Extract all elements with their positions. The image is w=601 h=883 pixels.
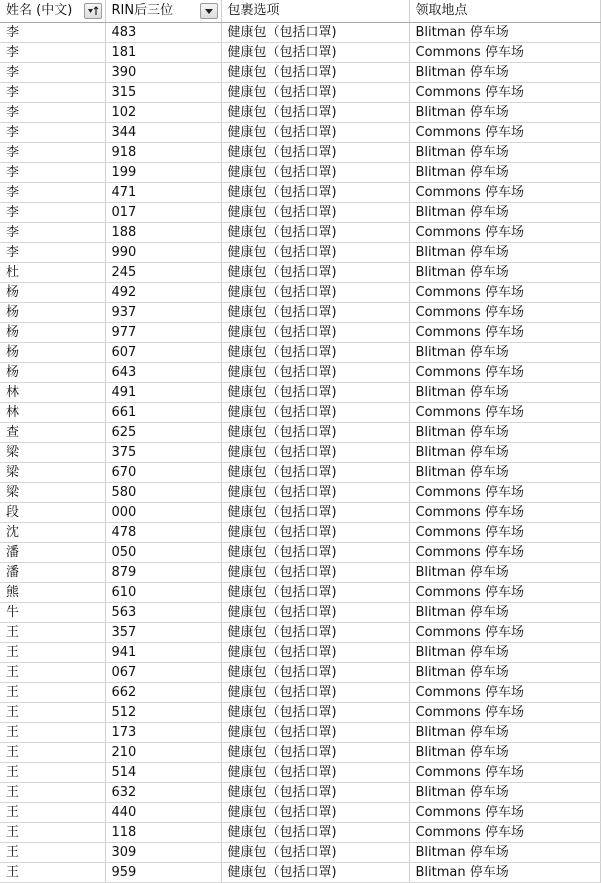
cell-rin[interactable]: 067: [105, 663, 221, 683]
table-row[interactable]: [0, 723, 600, 743]
cell-location[interactable]: Blitman 停车场: [409, 843, 600, 863]
cell-location[interactable]: Blitman 停车场: [409, 63, 600, 83]
cell-name[interactable]: 林: [0, 403, 105, 423]
cell-location[interactable]: Blitman 停车场: [409, 603, 600, 623]
cell-package[interactable]: 健康包（包括口罩): [221, 643, 409, 663]
cell-rin[interactable]: 941: [105, 643, 221, 663]
cell-package[interactable]: 健康包（包括口罩): [221, 863, 409, 883]
cell-location[interactable]: Commons 停车场: [409, 483, 600, 503]
column-header-package-label: 包裹选项: [227, 3, 280, 18]
cell-package[interactable]: 健康包（包括口罩): [221, 63, 409, 83]
cell-name[interactable]: 潘: [0, 543, 105, 563]
cell-location[interactable]: Commons 停车场: [409, 543, 600, 563]
cell-package[interactable]: 健康包（包括口罩): [221, 683, 409, 703]
cell-location[interactable]: Commons 停车场: [409, 523, 600, 543]
table-row[interactable]: [0, 843, 600, 863]
cell-location[interactable]: Commons 停车场: [409, 303, 600, 323]
cell-package[interactable]: 健康包（包括口罩): [221, 143, 409, 163]
cell-rin[interactable]: 492: [105, 283, 221, 303]
cell-rin[interactable]: 017: [105, 203, 221, 223]
table-row[interactable]: [0, 163, 600, 183]
table-row[interactable]: [0, 383, 600, 403]
column-header-location[interactable]: [409, 0, 600, 23]
cell-rin[interactable]: 188: [105, 223, 221, 243]
cell-package[interactable]: 健康包（包括口罩): [221, 263, 409, 283]
cell-name[interactable]: 杜: [0, 263, 105, 283]
cell-location[interactable]: Blitman 停车场: [409, 23, 600, 43]
cell-name[interactable]: 李: [0, 63, 105, 83]
cell-name[interactable]: 王: [0, 703, 105, 723]
cell-location[interactable]: Commons 停车场: [409, 323, 600, 343]
cell-package[interactable]: 健康包（包括口罩): [221, 623, 409, 643]
cell-name[interactable]: 牛: [0, 603, 105, 623]
cell-location[interactable]: Blitman 停车场: [409, 743, 600, 763]
table-row[interactable]: [0, 683, 600, 703]
cell-name[interactable]: 王: [0, 823, 105, 843]
cell-name[interactable]: 王: [0, 743, 105, 763]
cell-name[interactable]: 杨: [0, 343, 105, 363]
cell-rin[interactable]: 181: [105, 43, 221, 63]
table-row[interactable]: [0, 143, 600, 163]
cell-rin[interactable]: 118: [105, 823, 221, 843]
cell-rin[interactable]: 879: [105, 563, 221, 583]
cell-name[interactable]: 王: [0, 623, 105, 643]
cell-name[interactable]: 李: [0, 83, 105, 103]
cell-package[interactable]: 健康包（包括口罩): [221, 203, 409, 223]
header-row: [0, 0, 600, 23]
cell-package[interactable]: 健康包（包括口罩): [221, 43, 409, 63]
table-row[interactable]: [0, 343, 600, 363]
table-row[interactable]: [0, 23, 600, 43]
cell-rin[interactable]: 050: [105, 543, 221, 563]
column-header-name[interactable]: [0, 0, 105, 23]
table-row[interactable]: [0, 603, 600, 623]
cell-package[interactable]: 健康包（包括口罩): [221, 323, 409, 343]
cell-rin[interactable]: 102: [105, 103, 221, 123]
cell-rin[interactable]: 315: [105, 83, 221, 103]
cell-location[interactable]: Blitman 停车场: [409, 723, 600, 743]
cell-location[interactable]: Blitman 停车场: [409, 343, 600, 363]
cell-location[interactable]: Blitman 停车场: [409, 563, 600, 583]
cell-rin[interactable]: 937: [105, 303, 221, 323]
cell-package[interactable]: 健康包（包括口罩): [221, 423, 409, 443]
cell-rin[interactable]: 491: [105, 383, 221, 403]
cell-location[interactable]: Blitman 停车场: [409, 103, 600, 123]
cell-package[interactable]: 健康包（包括口罩): [221, 483, 409, 503]
cell-rin[interactable]: 375: [105, 443, 221, 463]
cell-name[interactable]: 林: [0, 383, 105, 403]
cell-rin[interactable]: 977: [105, 323, 221, 343]
cell-name[interactable]: 李: [0, 103, 105, 123]
cell-name[interactable]: 李: [0, 183, 105, 203]
cell-location[interactable]: Commons 停车场: [409, 823, 600, 843]
table-body: [0, 23, 600, 883]
cell-rin[interactable]: 580: [105, 483, 221, 503]
cell-package[interactable]: 健康包（包括口罩): [221, 363, 409, 383]
cell-package[interactable]: 健康包（包括口罩): [221, 723, 409, 743]
cell-location[interactable]: Blitman 停车场: [409, 163, 600, 183]
table-row[interactable]: [0, 763, 600, 783]
cell-package[interactable]: 健康包（包括口罩): [221, 283, 409, 303]
cell-rin[interactable]: 344: [105, 123, 221, 143]
table-row[interactable]: [0, 463, 600, 483]
cell-rin[interactable]: 625: [105, 423, 221, 443]
cell-rin[interactable]: 483: [105, 23, 221, 43]
cell-package[interactable]: 健康包（包括口罩): [221, 503, 409, 523]
column-header-rin[interactable]: [105, 0, 221, 23]
cell-package[interactable]: 健康包（包括口罩): [221, 563, 409, 583]
column-header-rin-label: RIN后三位: [111, 3, 174, 18]
cell-name[interactable]: 王: [0, 803, 105, 823]
cell-name[interactable]: 李: [0, 163, 105, 183]
cell-location[interactable]: Blitman 停车场: [409, 383, 600, 403]
cell-package[interactable]: 健康包（包括口罩): [221, 23, 409, 43]
cell-name[interactable]: 查: [0, 423, 105, 443]
cell-location[interactable]: Commons 停车场: [409, 283, 600, 303]
table-row[interactable]: [0, 743, 600, 763]
cell-package[interactable]: 健康包（包括口罩): [221, 783, 409, 803]
cell-location[interactable]: Blitman 停车场: [409, 863, 600, 883]
cell-rin[interactable]: 390: [105, 63, 221, 83]
table-row[interactable]: [0, 703, 600, 723]
cell-name[interactable]: 王: [0, 763, 105, 783]
cell-package[interactable]: 健康包（包括口罩): [221, 703, 409, 723]
cell-name[interactable]: 梁: [0, 483, 105, 503]
cell-package[interactable]: 健康包（包括口罩): [221, 83, 409, 103]
table-row[interactable]: [0, 823, 600, 843]
cell-name[interactable]: 李: [0, 203, 105, 223]
table-row[interactable]: [0, 423, 600, 443]
cell-package[interactable]: 健康包（包括口罩): [221, 823, 409, 843]
cell-name[interactable]: 王: [0, 863, 105, 883]
cell-location[interactable]: Commons 停车场: [409, 363, 600, 383]
cell-name[interactable]: 王: [0, 783, 105, 803]
cell-rin[interactable]: 199: [105, 163, 221, 183]
cell-location[interactable]: Blitman 停车场: [409, 643, 600, 663]
table-row[interactable]: [0, 643, 600, 663]
cell-name[interactable]: 李: [0, 143, 105, 163]
cell-package[interactable]: 健康包（包括口罩): [221, 403, 409, 423]
cell-location[interactable]: Commons 停车场: [409, 403, 600, 423]
cell-location[interactable]: Blitman 停车场: [409, 443, 600, 463]
cell-name[interactable]: 梁: [0, 443, 105, 463]
table-row[interactable]: [0, 783, 600, 803]
cell-location[interactable]: Commons 停车场: [409, 223, 600, 243]
cell-package[interactable]: 健康包（包括口罩): [221, 843, 409, 863]
cell-name[interactable]: 王: [0, 843, 105, 863]
cell-rin[interactable]: 000: [105, 503, 221, 523]
cell-rin[interactable]: 471: [105, 183, 221, 203]
cell-rin[interactable]: 990: [105, 243, 221, 263]
column-header-name-label: 姓名 (中文): [6, 3, 73, 18]
cell-rin[interactable]: 478: [105, 523, 221, 543]
table-row[interactable]: [0, 223, 600, 243]
cell-package[interactable]: 健康包（包括口罩): [221, 163, 409, 183]
table-row[interactable]: [0, 623, 600, 643]
table-row[interactable]: [0, 483, 600, 503]
cell-package[interactable]: 健康包（包括口罩): [221, 583, 409, 603]
table-row[interactable]: [0, 323, 600, 343]
column-header-package[interactable]: [221, 0, 409, 23]
table-row[interactable]: [0, 543, 600, 563]
table-row[interactable]: [0, 863, 600, 883]
table-row[interactable]: [0, 663, 600, 683]
table-row[interactable]: [0, 263, 600, 283]
cell-package[interactable]: 健康包（包括口罩): [221, 303, 409, 323]
cell-rin[interactable]: 514: [105, 763, 221, 783]
table-row[interactable]: [0, 43, 600, 63]
cell-package[interactable]: 健康包（包括口罩): [221, 603, 409, 623]
cell-location[interactable]: Commons 停车场: [409, 623, 600, 643]
cell-name[interactable]: 李: [0, 223, 105, 243]
cell-location[interactable]: Commons 停车场: [409, 683, 600, 703]
dropdown-filter-icon[interactable]: [200, 3, 218, 19]
cell-rin[interactable]: 173: [105, 723, 221, 743]
cell-location[interactable]: Commons 停车场: [409, 803, 600, 823]
cell-location[interactable]: Blitman 停车场: [409, 143, 600, 163]
column-header-location-label: 领取地点: [415, 3, 468, 18]
cell-package[interactable]: 健康包（包括口罩): [221, 223, 409, 243]
cell-name[interactable]: 王: [0, 663, 105, 683]
table-row[interactable]: [0, 103, 600, 123]
table-row[interactable]: [0, 123, 600, 143]
table-row[interactable]: [0, 83, 600, 103]
cell-name[interactable]: 杨: [0, 283, 105, 303]
cell-rin[interactable]: 210: [105, 743, 221, 763]
cell-name[interactable]: 潘: [0, 563, 105, 583]
table-row[interactable]: [0, 283, 600, 303]
cell-name[interactable]: 沈: [0, 523, 105, 543]
cell-package[interactable]: 健康包（包括口罩): [221, 523, 409, 543]
cell-rin[interactable]: 610: [105, 583, 221, 603]
cell-location[interactable]: Commons 停车场: [409, 183, 600, 203]
cell-package[interactable]: 健康包（包括口罩): [221, 243, 409, 263]
cell-name[interactable]: 杨: [0, 363, 105, 383]
table-row[interactable]: [0, 363, 600, 383]
sort-filter-icon[interactable]: [84, 3, 102, 19]
cell-name[interactable]: 段: [0, 503, 105, 523]
cell-rin[interactable]: 357: [105, 623, 221, 643]
table-row[interactable]: [0, 803, 600, 823]
cell-package[interactable]: 健康包（包括口罩): [221, 183, 409, 203]
cell-name[interactable]: 杨: [0, 323, 105, 343]
cell-name[interactable]: 王: [0, 643, 105, 663]
cell-location[interactable]: Commons 停车场: [409, 83, 600, 103]
cell-rin[interactable]: 959: [105, 863, 221, 883]
cell-name[interactable]: 李: [0, 43, 105, 63]
cell-rin[interactable]: 245: [105, 263, 221, 283]
cell-location[interactable]: Blitman 停车场: [409, 423, 600, 443]
table-row[interactable]: [0, 583, 600, 603]
cell-package[interactable]: 健康包（包括口罩): [221, 463, 409, 483]
table-row[interactable]: [0, 523, 600, 543]
cell-location[interactable]: Blitman 停车场: [409, 203, 600, 223]
cell-location[interactable]: Blitman 停车场: [409, 243, 600, 263]
cell-rin[interactable]: 607: [105, 343, 221, 363]
cell-location[interactable]: Blitman 停车场: [409, 663, 600, 683]
table-row[interactable]: [0, 243, 600, 263]
cell-rin[interactable]: 661: [105, 403, 221, 423]
cell-name[interactable]: 杨: [0, 303, 105, 323]
table-row[interactable]: [0, 183, 600, 203]
cell-location[interactable]: Commons 停车场: [409, 583, 600, 603]
cell-rin[interactable]: 563: [105, 603, 221, 623]
cell-package[interactable]: 健康包（包括口罩): [221, 543, 409, 563]
cell-package[interactable]: 健康包（包括口罩): [221, 763, 409, 783]
cell-location[interactable]: Blitman 停车场: [409, 263, 600, 283]
cell-location[interactable]: Blitman 停车场: [409, 783, 600, 803]
cell-rin[interactable]: 632: [105, 783, 221, 803]
cell-rin[interactable]: 670: [105, 463, 221, 483]
cell-location[interactable]: Commons 停车场: [409, 703, 600, 723]
cell-name[interactable]: 李: [0, 123, 105, 143]
cell-location[interactable]: Commons 停车场: [409, 43, 600, 63]
cell-package[interactable]: 健康包（包括口罩): [221, 663, 409, 683]
cell-location[interactable]: Commons 停车场: [409, 503, 600, 523]
cell-package[interactable]: 健康包（包括口罩): [221, 103, 409, 123]
cell-rin[interactable]: 512: [105, 703, 221, 723]
table-row[interactable]: [0, 443, 600, 463]
table-row[interactable]: [0, 63, 600, 83]
cell-name[interactable]: 李: [0, 243, 105, 263]
cell-package[interactable]: 健康包（包括口罩): [221, 123, 409, 143]
table-row[interactable]: [0, 203, 600, 223]
cell-rin[interactable]: 918: [105, 143, 221, 163]
cell-name[interactable]: 熊: [0, 583, 105, 603]
cell-name[interactable]: 梁: [0, 463, 105, 483]
cell-package[interactable]: 健康包（包括口罩): [221, 383, 409, 403]
cell-rin[interactable]: 440: [105, 803, 221, 823]
cell-package[interactable]: 健康包（包括口罩): [221, 443, 409, 463]
cell-name[interactable]: 王: [0, 723, 105, 743]
cell-rin[interactable]: 643: [105, 363, 221, 383]
cell-name[interactable]: 王: [0, 683, 105, 703]
table-row[interactable]: [0, 563, 600, 583]
cell-location[interactable]: Commons 停车场: [409, 123, 600, 143]
table-row[interactable]: [0, 503, 600, 523]
table-row[interactable]: [0, 303, 600, 323]
cell-package[interactable]: 健康包（包括口罩): [221, 343, 409, 363]
cell-package[interactable]: 健康包（包括口罩): [221, 743, 409, 763]
cell-rin[interactable]: 309: [105, 843, 221, 863]
cell-package[interactable]: 健康包（包括口罩): [221, 803, 409, 823]
cell-location[interactable]: Blitman 停车场: [409, 463, 600, 483]
cell-location[interactable]: Commons 停车场: [409, 763, 600, 783]
table-row[interactable]: [0, 403, 600, 423]
cell-rin[interactable]: 662: [105, 683, 221, 703]
cell-name[interactable]: 李: [0, 23, 105, 43]
